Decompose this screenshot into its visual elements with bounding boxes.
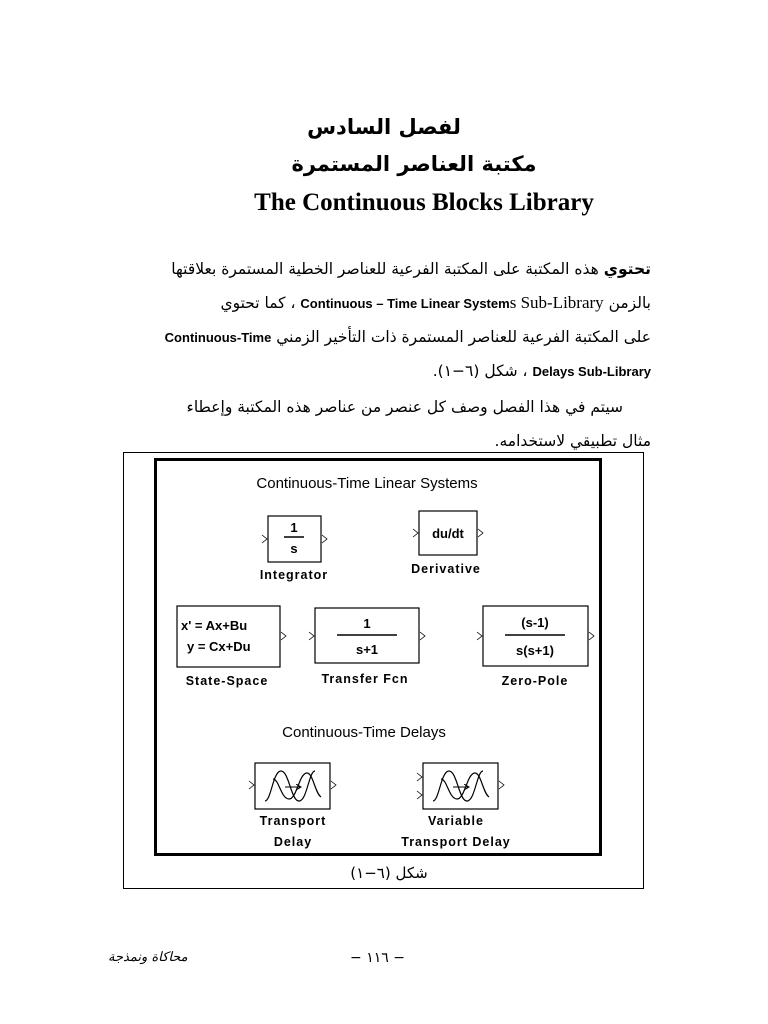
paragraph-2-line-2: مثال تطبيقي لاستخدامه. bbox=[494, 432, 651, 450]
transport-delay-label-2: Delay bbox=[273, 835, 313, 849]
latin-term bbox=[300, 295, 603, 312]
state-space-equation-2: y = Cx+Du bbox=[187, 639, 251, 654]
page-number: − ١١٦ − bbox=[350, 950, 405, 966]
derivative-label: Derivative bbox=[411, 562, 481, 576]
output-port-icon bbox=[322, 535, 327, 543]
latin-term-bold: Continuous-Time bbox=[164, 330, 272, 345]
output-port-icon bbox=[589, 632, 594, 640]
transport-delay-block[interactable] bbox=[249, 763, 336, 809]
chapter-heading: لفصل السادس bbox=[307, 115, 461, 139]
english-title: The Continuous Blocks Library bbox=[254, 189, 594, 216]
paragraph-2-line-1: سيتم في هذا الفصل وصف كل عنصر من عناصر هذه المكتبة وإعطاء bbox=[186, 398, 623, 416]
paragraph-text: على المكتبة الفرعية للعناصر المستمرة ذات التأخير الزمني bbox=[271, 328, 651, 346]
figure-library-window bbox=[154, 458, 602, 856]
latin-term-sub: Sub-Library bbox=[516, 293, 604, 312]
transfer-fcn-denominator: s+1 bbox=[355, 642, 379, 657]
input-port-icon bbox=[249, 781, 254, 789]
input-port-icon bbox=[309, 632, 314, 640]
book-title: محاكاة ونمذجة bbox=[108, 950, 188, 965]
paragraph-text: بالزمن bbox=[603, 294, 651, 312]
integrator-denominator: s bbox=[290, 541, 298, 556]
output-port-icon bbox=[478, 529, 483, 537]
transfer-fcn-numerator: 1 bbox=[363, 616, 371, 631]
zero-pole-label: Zero-Pole bbox=[501, 674, 569, 688]
input-port-icon bbox=[262, 535, 267, 543]
section-title-delays: Continuous-Time Delays bbox=[282, 724, 446, 741]
paragraph-line-4 bbox=[106, 354, 651, 389]
variable-transport-delay-label-2: Transport Delay bbox=[401, 835, 511, 849]
latin-term-bold: Continuous – Time Linear System bbox=[300, 296, 510, 311]
input-port-icon bbox=[477, 632, 482, 640]
transport-delay-label-1: Transport bbox=[259, 814, 327, 828]
transfer-fcn-block[interactable] bbox=[309, 608, 425, 663]
arabic-title: مكتبة العناصر المستمرة bbox=[291, 152, 537, 176]
figure-caption: شكل (٦−١) bbox=[350, 864, 428, 882]
latin-term-bold: Delays Sub-Library bbox=[532, 364, 651, 379]
paragraph-text: ، شكل (٦−١). bbox=[432, 362, 533, 380]
state-space-block[interactable] bbox=[177, 606, 286, 667]
output-port-icon bbox=[281, 632, 286, 640]
derivative-block[interactable] bbox=[413, 511, 483, 555]
state-space-label: State-Space bbox=[185, 674, 269, 688]
input-port-icon bbox=[413, 529, 418, 537]
figure-diagram bbox=[157, 461, 599, 853]
integrator-block[interactable] bbox=[262, 516, 327, 562]
input-port-icon bbox=[417, 773, 422, 781]
transfer-fcn-label: Transfer Fcn bbox=[321, 672, 409, 686]
zero-pole-denominator: s(s+1) bbox=[516, 643, 554, 658]
paragraph-line-1 bbox=[106, 252, 651, 286]
paragraph-line-2 bbox=[106, 286, 651, 321]
state-space-equation-1: x' = Ax+Bu bbox=[181, 618, 248, 633]
output-port-icon bbox=[499, 781, 504, 789]
output-port-icon bbox=[420, 632, 425, 640]
zero-pole-numerator: (s-1) bbox=[521, 615, 549, 630]
output-port-icon bbox=[331, 781, 336, 789]
variable-transport-delay-label-1: Variable bbox=[428, 814, 484, 828]
variable-transport-delay-block[interactable] bbox=[417, 763, 504, 809]
integrator-numerator: 1 bbox=[290, 520, 298, 535]
section-title-linear: Continuous-Time Linear Systems bbox=[256, 475, 478, 492]
paragraph-text: هذه المكتبة على المكتبة الفرعية للعناصر الخطية المستمرة بعلاقتها bbox=[171, 260, 604, 278]
zero-pole-block[interactable] bbox=[477, 606, 594, 666]
latin-term-s: s bbox=[509, 293, 517, 312]
paragraph-line-3 bbox=[106, 320, 651, 355]
paragraph-text: ، كما تحتوي bbox=[220, 294, 301, 312]
input-port-icon bbox=[417, 791, 422, 799]
emphasis-word: تحتوي bbox=[603, 260, 651, 278]
derivative-text: du/dt bbox=[432, 526, 464, 541]
integrator-label: Integrator bbox=[259, 568, 329, 582]
